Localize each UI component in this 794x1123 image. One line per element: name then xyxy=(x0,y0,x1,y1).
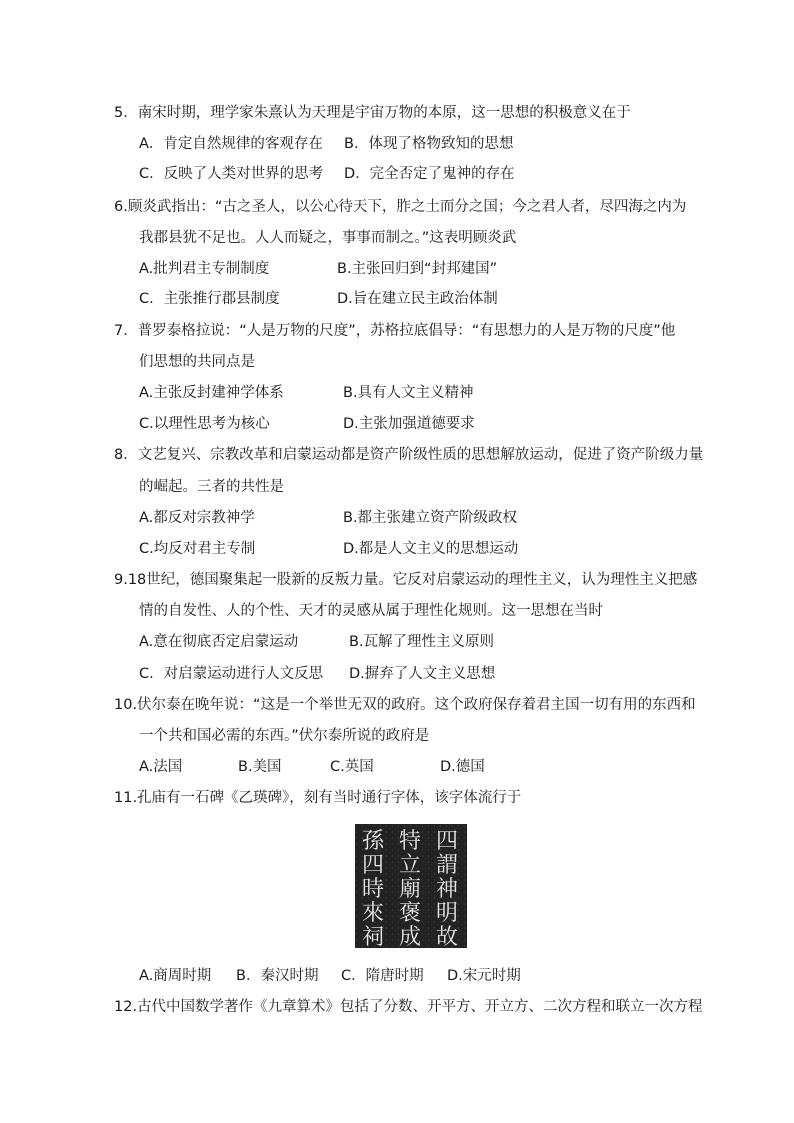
stele-rubbing-image xyxy=(355,824,467,948)
q5-option-c: C．反映了人类对世界的思考 xyxy=(139,166,324,182)
stele-char: 廟 xyxy=(398,877,422,902)
q6-option-d: D.旨在建立民主政治体制 xyxy=(337,291,498,307)
q9-option-c: C．对启蒙运动进行人文反思 xyxy=(139,666,324,682)
stele-char: 來 xyxy=(361,901,385,926)
q10-stem-line-1: 10.伏尔泰在晚年说：“这是一个举世无双的政府。这个政府保存着君主国一切有用的东西和 xyxy=(114,697,696,713)
q7-stem-line-1: 7．普罗泰格拉说：“人是万物的尺度”，苏格拉底倡导：“有思想力的人是万物的尺度”他 xyxy=(114,323,676,339)
q9-stem-line-2: 情的自发性、人的个性、天才的灵感从属于理性化规则。这一思想在当时 xyxy=(139,603,603,619)
q6-option-b: B.主张回归到“封邦建国” xyxy=(337,261,498,277)
q8-option-a: A.都反对宗教神学 xyxy=(139,510,255,526)
stele-char: 故 xyxy=(435,925,459,948)
q8-option-c: C.均反对君主专制 xyxy=(139,541,256,557)
q7-stem-line-2: 们思想的共同点是 xyxy=(139,354,255,370)
q11-option-c: C．隋唐时期 xyxy=(341,968,424,984)
q11-option-b: B．秦汉时期 xyxy=(236,968,319,984)
q9-option-d: D.摒弃了人文主义思想 xyxy=(349,666,496,682)
stele-char: 褒 xyxy=(398,901,422,926)
q7-option-b: B.具有人文主义精神 xyxy=(343,385,474,401)
stele-char: 孫 xyxy=(361,829,385,854)
q7-option-d: D.主张加强道德要求 xyxy=(343,416,475,432)
q10-option-b: B.美国 xyxy=(238,759,282,775)
q7-option-c: C.以理性思考为核心 xyxy=(139,416,270,432)
q5-option-b: B．体现了格物致知的思想 xyxy=(344,136,514,152)
q8-stem-line-2: 的崛起。三者的共性是 xyxy=(139,479,284,495)
q9-option-a: A.意在彻底否定启蒙运动 xyxy=(139,634,299,650)
q5-stem-line-1: 5．南宋时期，理学家朱熹认为天理是宇宙万物的本原，这一思想的积极意义在于 xyxy=(114,105,631,121)
q10-option-d: D.德国 xyxy=(440,759,485,775)
stele-char: 四 xyxy=(361,853,385,878)
stele-char: 神 xyxy=(435,877,459,902)
q10-option-c: C.英国 xyxy=(330,759,374,775)
stele-char: 成 xyxy=(398,925,422,948)
q11-option-d: D.宋元时期 xyxy=(447,968,521,984)
q10-stem-line-2: 一个共和国必需的东西。”伏尔泰所说的政府是 xyxy=(139,728,430,744)
q6-stem-line-1: 6.顾炎武指出：“古之圣人，以公心待天下，胙之土而分之国；今之君人者，尽四海之内为 xyxy=(114,199,687,215)
q5-option-a: A．肯定自然规律的客观存在 xyxy=(139,136,323,152)
stele-char: 特 xyxy=(398,829,422,854)
stele-char: 明 xyxy=(435,901,459,926)
q6-option-c: C．主张推行郡县制度 xyxy=(139,291,280,307)
q5-option-d: D．完全否定了鬼神的存在 xyxy=(344,166,515,182)
stele-char: 四 xyxy=(435,829,459,854)
stele-char: 時 xyxy=(361,877,385,902)
stele-char: 祠 xyxy=(361,925,385,948)
q9-stem-line-1: 9.18世纪，德国聚集起一股新的反叛力量。它反对启蒙运动的理性主义，认为理性主义把感 xyxy=(114,572,698,588)
stele-char: 立 xyxy=(398,853,422,878)
q11-option-a: A.商周时期 xyxy=(139,968,212,984)
q11-stem-line-1: 11.孔庙有一石碑《乙瑛碑》，刻有当时通行字体，该字体流行于 xyxy=(114,790,522,806)
q10-option-a: A.法国 xyxy=(139,759,183,775)
q8-option-b: B.都主张建立资产阶级政权 xyxy=(343,510,518,526)
q6-option-a: A.批判君主专制制度 xyxy=(139,261,270,277)
q8-stem-line-1: 8．文艺复兴、宗教改革和启蒙运动都是资产阶级性质的思想解放运动，促进了资产阶级力量 xyxy=(114,447,704,463)
q7-option-a: A.主张反封建神学体系 xyxy=(139,385,284,401)
q8-option-d: D.都是人文主义的思想运动 xyxy=(343,541,519,557)
q12-stem-line-1: 12.古代中国数学著作《九章算术》包括了分数、开平方、开立方、二次方程和联立一次方程 xyxy=(114,999,703,1015)
q9-option-b: B.瓦解了理性主义原则 xyxy=(349,634,495,650)
q6-stem-line-2: 我郡县犹不足也。人人而疑之，事事而制之。”这表明顾炎武 xyxy=(139,230,517,246)
stele-rubbing-svg xyxy=(355,824,467,948)
stele-char: 謂 xyxy=(435,853,459,878)
